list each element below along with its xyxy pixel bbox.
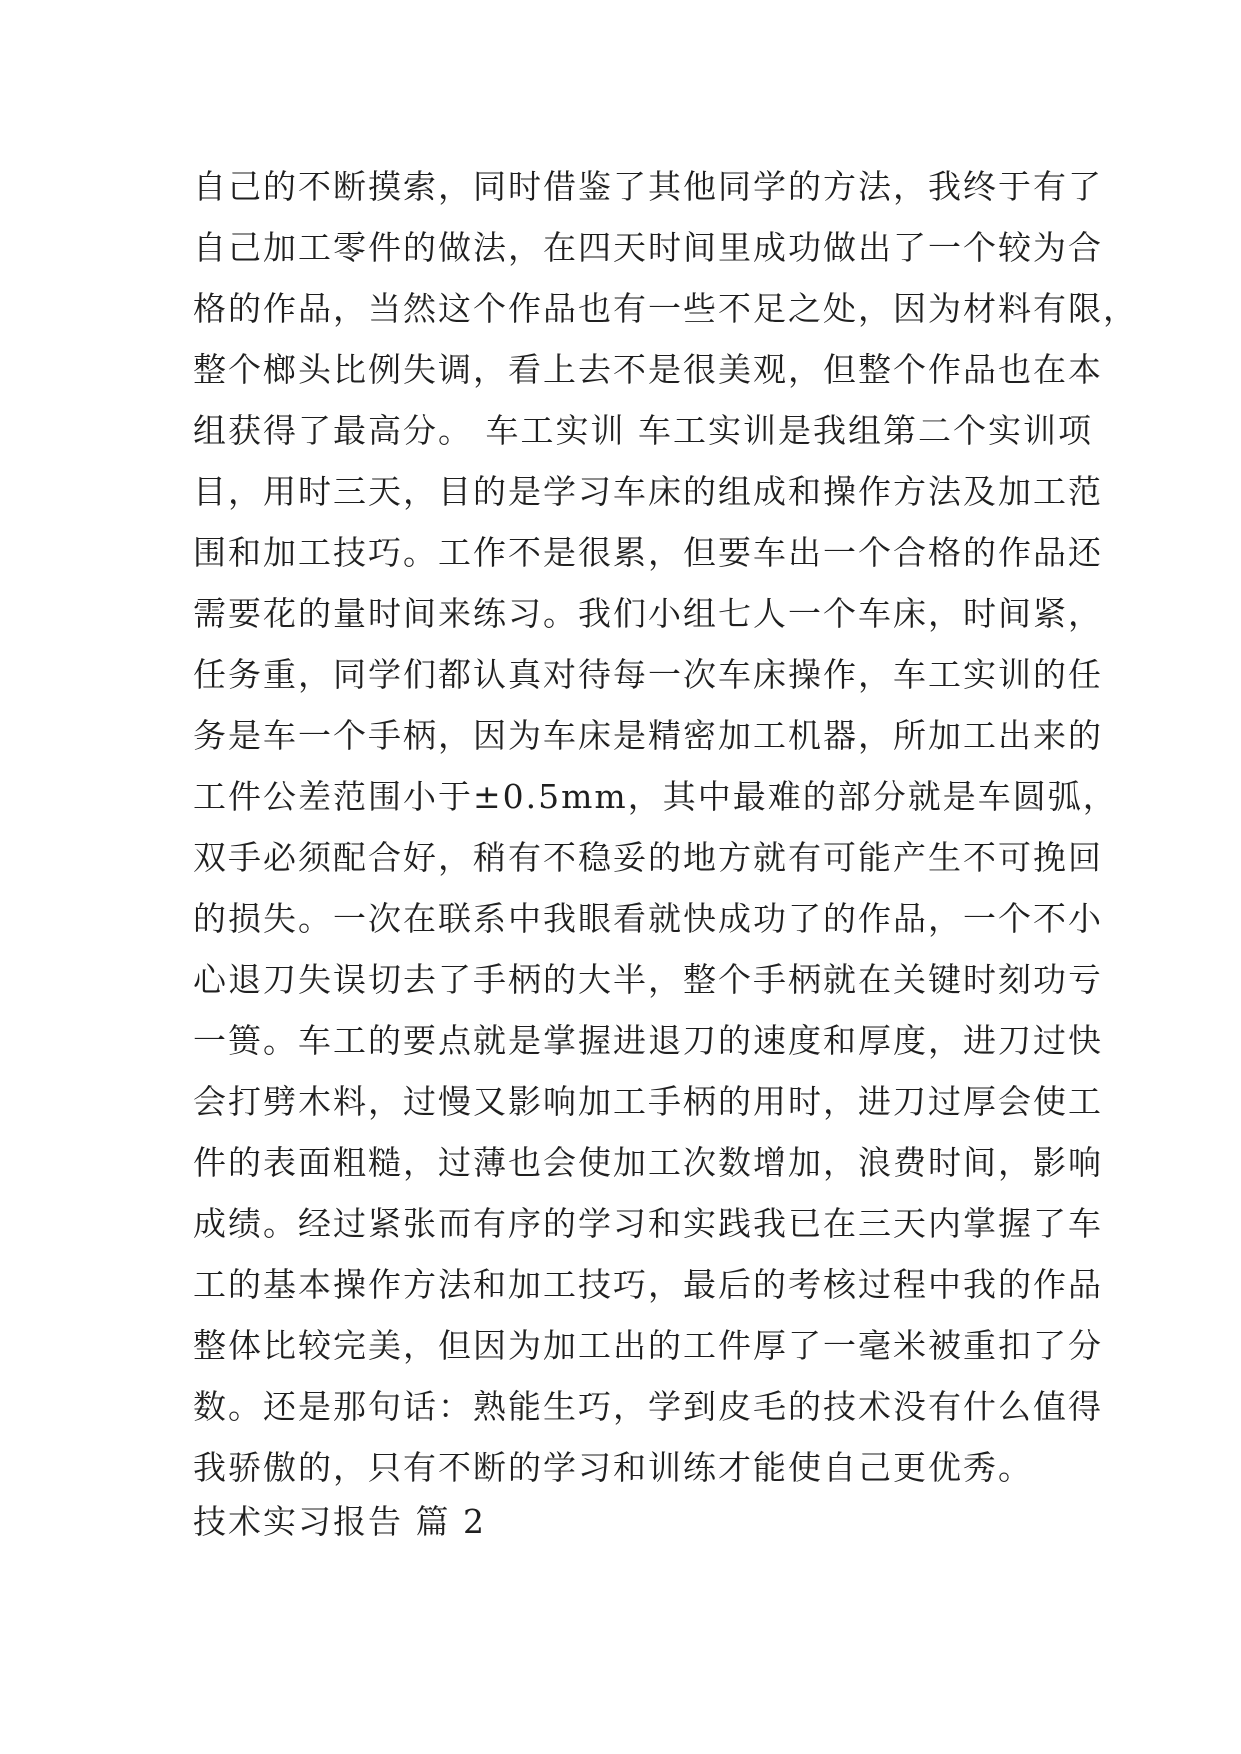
body-paragraph xyxy=(193,156,1138,1498)
text-line: 格的作品，当然这个作品也有一些不足之处，因为材料有限， xyxy=(193,289,1138,328)
text-line: 整体比较完美，但因为加工出的工件厚了一毫米被重扣了分 xyxy=(193,1326,1103,1365)
text-line: 成绩。经过紧张而有序的学习和实践我已在三天内掌握了车 xyxy=(193,1204,1103,1243)
text-line: 心退刀失误切去了手柄的大半，整个手柄就在关键时刻功亏 xyxy=(193,960,1103,999)
text-line: 组获得了最高分。 车工实训 车工实训是我组第二个实训项 xyxy=(193,411,1093,450)
section-heading: 技术实习报告 篇 2 xyxy=(193,1502,486,1541)
text-line: 需要花的量时间来练习。我们小组七人一个车床，时间紧， xyxy=(193,594,1103,633)
text-line: 务是车一个手柄，因为车床是精密加工机器，所加工出来的 xyxy=(193,716,1103,755)
text-line: 双手必须配合好，稍有不稳妥的地方就有可能产生不可挽回 xyxy=(193,838,1103,877)
text-line: 我骄傲的，只有不断的学习和训练才能使自己更优秀。 xyxy=(193,1448,1033,1487)
text-line: 围和加工技巧。工作不是很累，但要车出一个合格的作品还 xyxy=(193,533,1103,572)
text-line: 自己的不断摸索，同时借鉴了其他同学的方法，我终于有了 xyxy=(193,167,1103,206)
text-line: 会打劈木料，过慢又影响加工手柄的用时，进刀过厚会使工 xyxy=(193,1082,1103,1121)
text-line: 整个榔头比例失调，看上去不是很美观，但整个作品也在本 xyxy=(193,350,1103,389)
text-line: 工的基本操作方法和加工技巧，最后的考核过程中我的作品 xyxy=(193,1265,1103,1304)
text-line: 的损失。一次在联系中我眼看就快成功了的作品，一个不小 xyxy=(193,899,1103,938)
text-line: 数。还是那句话：熟能生巧，学到皮毛的技术没有什么值得 xyxy=(193,1387,1103,1426)
text-line: 目，用时三天，目的是学习车床的组成和操作方法及加工范 xyxy=(193,472,1103,511)
text-line: 工件公差范围小于±0.5mm，其中最难的部分就是车圆弧， xyxy=(193,777,1118,816)
text-line: 一篑。车工的要点就是掌握进退刀的速度和厚度，进刀过快 xyxy=(193,1021,1103,1060)
text-line: 任务重，同学们都认真对待每一次车床操作，车工实训的任 xyxy=(193,655,1103,694)
text-line: 自己加工零件的做法，在四天时间里成功做出了一个较为合 xyxy=(193,228,1103,267)
text-line: 件的表面粗糙，过薄也会使加工次数增加，浪费时间，影响 xyxy=(193,1143,1103,1182)
